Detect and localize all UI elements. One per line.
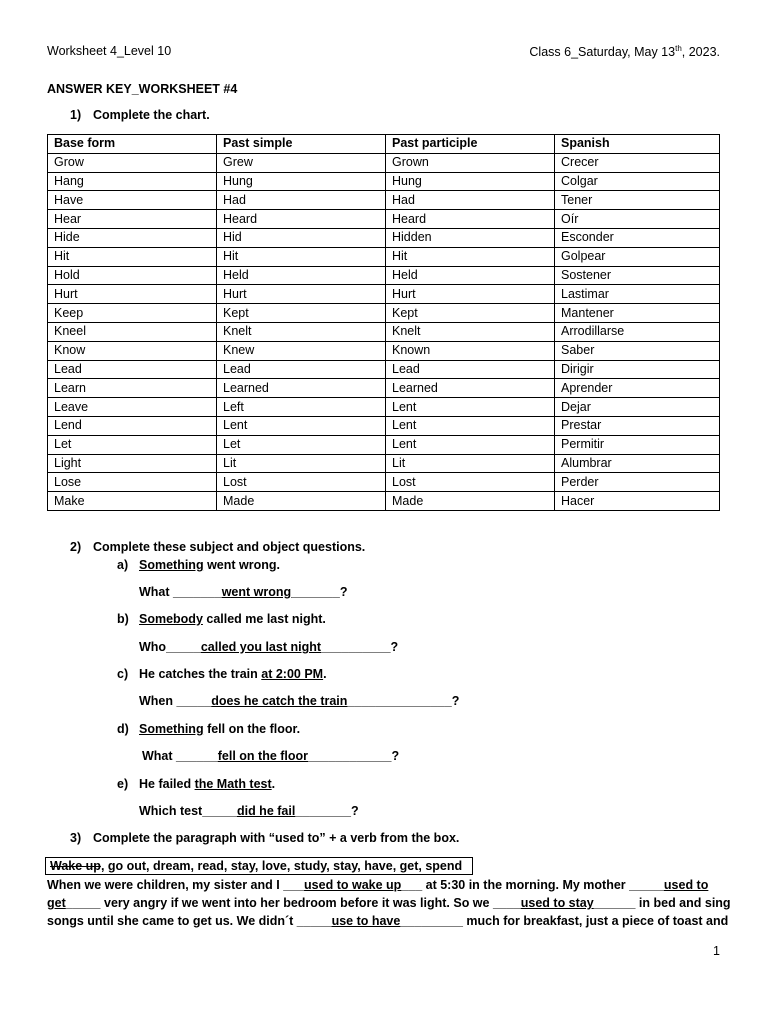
chart-row [48, 285, 720, 304]
chart-cell: Hurt [217, 285, 386, 304]
question-a-sentence: Something went wrong. [139, 558, 280, 572]
question-b-answer: Who_____called you last night__________? [139, 640, 399, 654]
chart-cell: Have [48, 191, 217, 210]
chart-cell: Hung [217, 172, 386, 191]
chart-cell: Hit [217, 247, 386, 266]
chart-cell: Let [217, 435, 386, 454]
chart-cell: Lost [217, 473, 386, 492]
chart-header-cell: Past simple [217, 135, 386, 154]
chart-row [48, 172, 720, 191]
chart-row [48, 454, 720, 473]
chart-row [48, 228, 720, 247]
chart-cell: Hit [48, 247, 217, 266]
chart-cell: Had [386, 191, 555, 210]
chart-cell: Let [48, 435, 217, 454]
chart-cell: Lit [386, 454, 555, 473]
chart-cell: Hear [48, 210, 217, 229]
chart-cell: Oír [555, 210, 720, 229]
paragraph-line-1: When we were children, my sister and I ___used to wake up___ at 5:30 in the morning. My mother _____used to [47, 878, 709, 892]
question-e-answer: Which test_____did he fail________? [139, 804, 359, 818]
chart-cell: Lead [386, 360, 555, 379]
question-d-answer: What ______fell on the floor____________? [142, 749, 400, 763]
chart-cell: Mantener [555, 304, 720, 323]
chart-cell: Hang [48, 172, 217, 191]
chart-cell: Tener [555, 191, 720, 210]
section-2-instruction: Complete these subject and object questions. [93, 540, 366, 554]
paragraph-line-2: get_____ very angry if we went into her bedroom before it was light. So we ____used to stay______ in bed and sing [47, 896, 731, 910]
chart-row [48, 153, 720, 172]
chart-row [48, 416, 720, 435]
question-d-label: d) [117, 722, 129, 736]
chart-header-cell: Base form [48, 135, 217, 154]
chart-cell: Aprender [555, 379, 720, 398]
chart-cell: Lit [217, 454, 386, 473]
chart-cell: Hold [48, 266, 217, 285]
question-c-sentence: He catches the train at 2:00 PM. [139, 667, 327, 681]
chart-cell: Saber [555, 341, 720, 360]
chart-cell: Hidden [386, 228, 555, 247]
chart-cell: Hit [386, 247, 555, 266]
chart-cell: Leave [48, 398, 217, 417]
chart-row [48, 379, 720, 398]
chart-cell: Had [217, 191, 386, 210]
section-1-instruction: Complete the chart. [93, 108, 210, 122]
chart-cell: Lost [386, 473, 555, 492]
chart-cell: Knelt [386, 322, 555, 341]
chart-row [48, 341, 720, 360]
chart-cell: Learned [217, 379, 386, 398]
chart-cell: Alumbrar [555, 454, 720, 473]
question-a-answer: What _______went wrong_______? [139, 585, 348, 599]
question-a-label: a) [117, 558, 129, 572]
chart-cell: Lend [48, 416, 217, 435]
chart-cell: Hung [386, 172, 555, 191]
question-c-answer: When _____does he catch the train_______________? [139, 694, 460, 708]
section-3-number: 3) [70, 831, 82, 845]
chart-row [48, 247, 720, 266]
chart-cell: Hurt [48, 285, 217, 304]
question-b-sentence: Somebody called me last night. [139, 612, 326, 626]
chart-row [48, 360, 720, 379]
chart-cell: Made [217, 492, 386, 511]
chart-row [48, 322, 720, 341]
chart-cell: Arrodillarse [555, 322, 720, 341]
chart-cell: Crecer [555, 153, 720, 172]
chart-cell: Heard [217, 210, 386, 229]
page-number: 1 [713, 944, 720, 958]
chart-cell: Know [48, 341, 217, 360]
chart-row [48, 266, 720, 285]
chart-header-row [48, 135, 720, 154]
chart-header-cell: Spanish [555, 135, 720, 154]
chart-header-cell: Past participle [386, 135, 555, 154]
chart-cell: Lent [386, 435, 555, 454]
chart-cell: Hacer [555, 492, 720, 511]
chart-cell: Lead [48, 360, 217, 379]
chart-cell: Knelt [217, 322, 386, 341]
chart-cell: Left [217, 398, 386, 417]
chart-cell: Grow [48, 153, 217, 172]
verb-chart [47, 134, 720, 511]
chart-cell: Grew [217, 153, 386, 172]
chart-cell: Lent [386, 416, 555, 435]
chart-cell: Lent [217, 416, 386, 435]
answer-key-title: ANSWER KEY_WORKSHEET #4 [47, 82, 238, 96]
chart-cell: Lose [48, 473, 217, 492]
question-e-sentence: He failed the Math test. [139, 777, 276, 791]
chart-cell: Kneel [48, 322, 217, 341]
chart-row [48, 492, 720, 511]
worksheet-label: Worksheet 4_Level 10 [47, 44, 172, 58]
class-date: Class 6_Saturday, May 13th, 2023. [529, 44, 720, 60]
chart-cell: Known [386, 341, 555, 360]
chart-cell: Knew [217, 341, 386, 360]
chart-row [48, 191, 720, 210]
chart-row [48, 398, 720, 417]
chart-cell: Dirigir [555, 360, 720, 379]
chart-cell: Lent [386, 398, 555, 417]
chart-cell: Hid [217, 228, 386, 247]
chart-cell: Prestar [555, 416, 720, 435]
chart-cell: Golpear [555, 247, 720, 266]
question-d-sentence: Something fell on the floor. [139, 722, 301, 736]
section-1-number: 1) [70, 108, 82, 122]
chart-cell: Permitir [555, 435, 720, 454]
chart-cell: Held [217, 266, 386, 285]
verb-box: Wake up, go out, dream, read, stay, love, study, stay, have, get, spend [45, 857, 473, 875]
chart-cell: Hide [48, 228, 217, 247]
section-3-instruction: Complete the paragraph with “used to” + a verb from the box. [93, 831, 460, 845]
chart-row [48, 435, 720, 454]
chart-cell: Lead [217, 360, 386, 379]
chart-cell: Grown [386, 153, 555, 172]
chart-cell: Kept [386, 304, 555, 323]
chart-cell: Learned [386, 379, 555, 398]
question-b-label: b) [117, 612, 129, 626]
chart-cell: Dejar [555, 398, 720, 417]
chart-cell: Kept [217, 304, 386, 323]
question-c-label: c) [117, 667, 129, 681]
chart-row [48, 473, 720, 492]
question-e-label: e) [117, 777, 129, 791]
chart-cell: Esconder [555, 228, 720, 247]
chart-cell: Held [386, 266, 555, 285]
chart-cell: Heard [386, 210, 555, 229]
chart-cell: Made [386, 492, 555, 511]
chart-cell: Lastimar [555, 285, 720, 304]
chart-cell: Sostener [555, 266, 720, 285]
chart-row [48, 304, 720, 323]
chart-cell: Keep [48, 304, 217, 323]
section-2-number: 2) [70, 540, 82, 554]
chart-row [48, 210, 720, 229]
chart-cell: Light [48, 454, 217, 473]
paragraph-line-3: songs until she came to get us. We didn´t _____use to have_________ much for breakfast, just a piece of toast and [47, 914, 729, 928]
chart-cell: Hurt [386, 285, 555, 304]
chart-cell: Learn [48, 379, 217, 398]
chart-cell: Colgar [555, 172, 720, 191]
chart-cell: Make [48, 492, 217, 511]
chart-cell: Perder [555, 473, 720, 492]
